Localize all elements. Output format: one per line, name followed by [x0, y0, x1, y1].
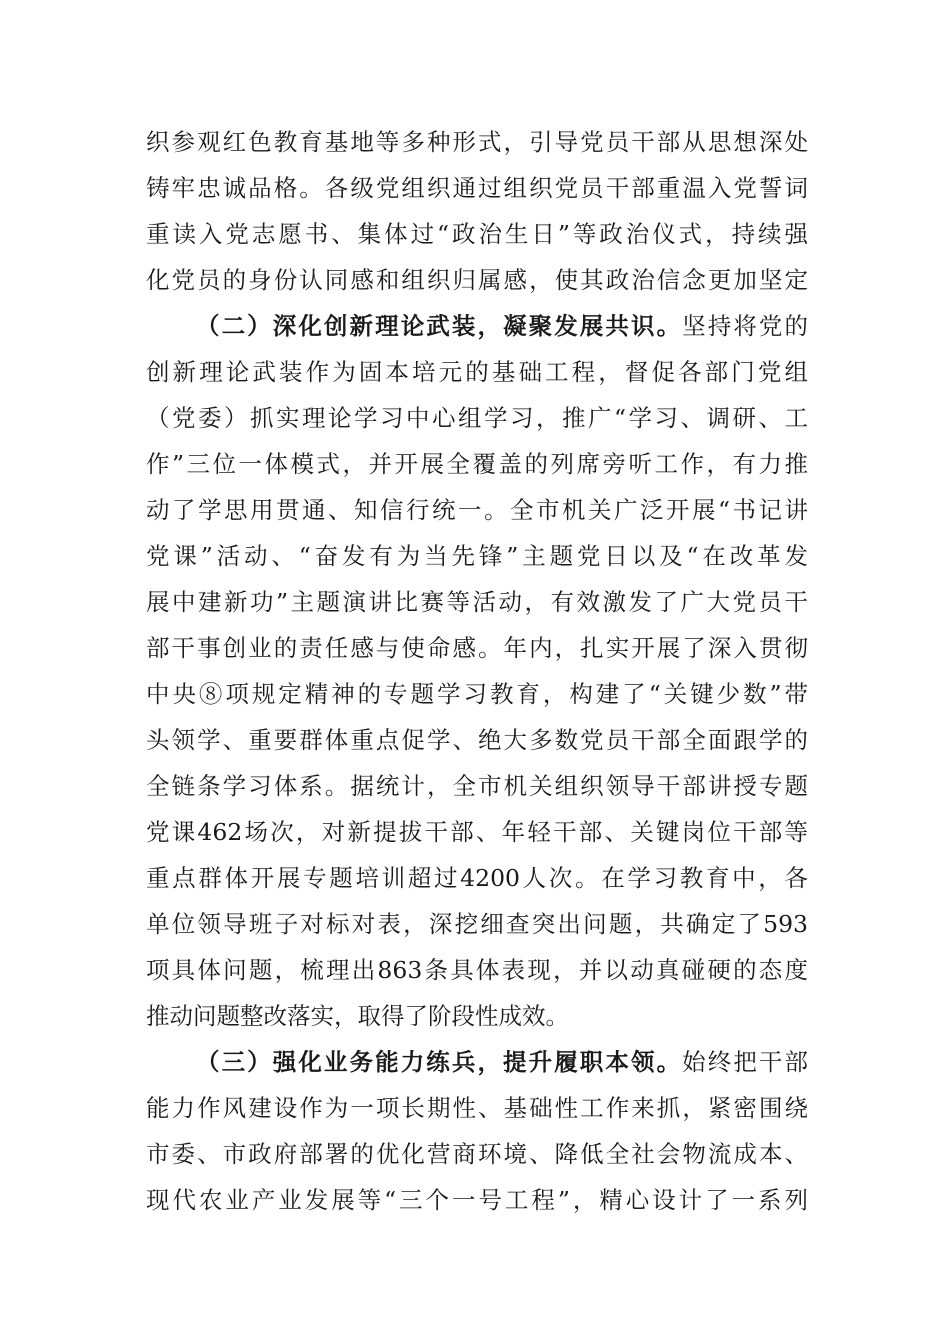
section-3-heading: （三）强化业务能力练兵，提升履职本领。	[196, 1048, 683, 1076]
body-text-line: 项具体问题，梳理出863条具体表现，并以动真碰硬的态度	[146, 956, 808, 984]
body-text-line: 单位领导班子对标对表，深挖细查突出问题，共确定了593	[146, 910, 808, 938]
body-text-line: 推动问题整改落实，取得了阶段性成效。	[146, 1002, 569, 1030]
body-text-line: 党课462场次，对新提拔干部、年轻干部、关键岗位干部等	[146, 818, 808, 846]
body-text-line: 市委、市政府部署的优化营商环境、降低全社会物流成本、	[146, 1140, 808, 1168]
body-text-line: 织参观红色教育基地等多种形式，引导党员干部从思想深处	[146, 128, 808, 156]
body-text-line: 创新理论武装作为固本培元的基础工程，督促各部门党组	[146, 358, 808, 386]
body-text-line: 中央⑧项规定精神的专题学习教育，构建了“关键少数”带	[146, 680, 808, 708]
body-text-line: 重点群体开展专题培训超过4200人次。在学习教育中，各	[146, 864, 808, 892]
body-text-line: 展中建新功”主题演讲比赛等活动，有效激发了广大党员干	[146, 588, 808, 616]
body-text-line: 部干事创业的责任感与使命感。年内，扎实开展了深入贯彻	[146, 634, 808, 662]
section-2-first-line-text: 坚持将党的	[682, 312, 808, 340]
body-text-line: 头领学、重要群体重点促学、绝大多数党员干部全面跟学的	[146, 726, 808, 754]
body-text-line: 重读入党志愿书、集体过“政治生日”等政治仪式，持续强	[146, 220, 808, 248]
body-text-line: 动了学思用贯通、知信行统一。全市机关广泛开展“书记讲	[146, 496, 808, 524]
body-text-line: 现代农业产业发展等“三个一号工程”，精心设计了一系列	[146, 1186, 808, 1214]
body-text-line: （党委）抓实理论学习中心组学习，推广“学习、调研、工	[146, 404, 808, 432]
body-text-line: 作”三位一体模式，并开展全覆盖的列席旁听工作，有力推	[146, 450, 808, 478]
body-text-line: 化党员的身份认同感和组织归属感，使其政治信念更加坚定	[146, 266, 808, 294]
body-text-line: 铸牢忠诚品格。各级党组织通过组织党员干部重温入党誓词	[146, 174, 808, 202]
section-2-heading: （二）深化创新理论武装，凝聚发展共识。	[196, 312, 683, 340]
body-text-line: 能力作风建设作为一项长期性、基础性工作来抓，紧密围绕	[146, 1094, 808, 1122]
section-3-first-line-text: 始终把干部	[682, 1048, 808, 1076]
body-text-line: 党课”活动、“奋发有为当先锋”主题党日以及“在改革发	[146, 542, 808, 570]
body-text-line: 全链条学习体系。据统计，全市机关组织领导干部讲授专题	[146, 772, 808, 800]
section-3-first-line	[196, 1040, 808, 1084]
section-2-first-line	[196, 304, 808, 348]
